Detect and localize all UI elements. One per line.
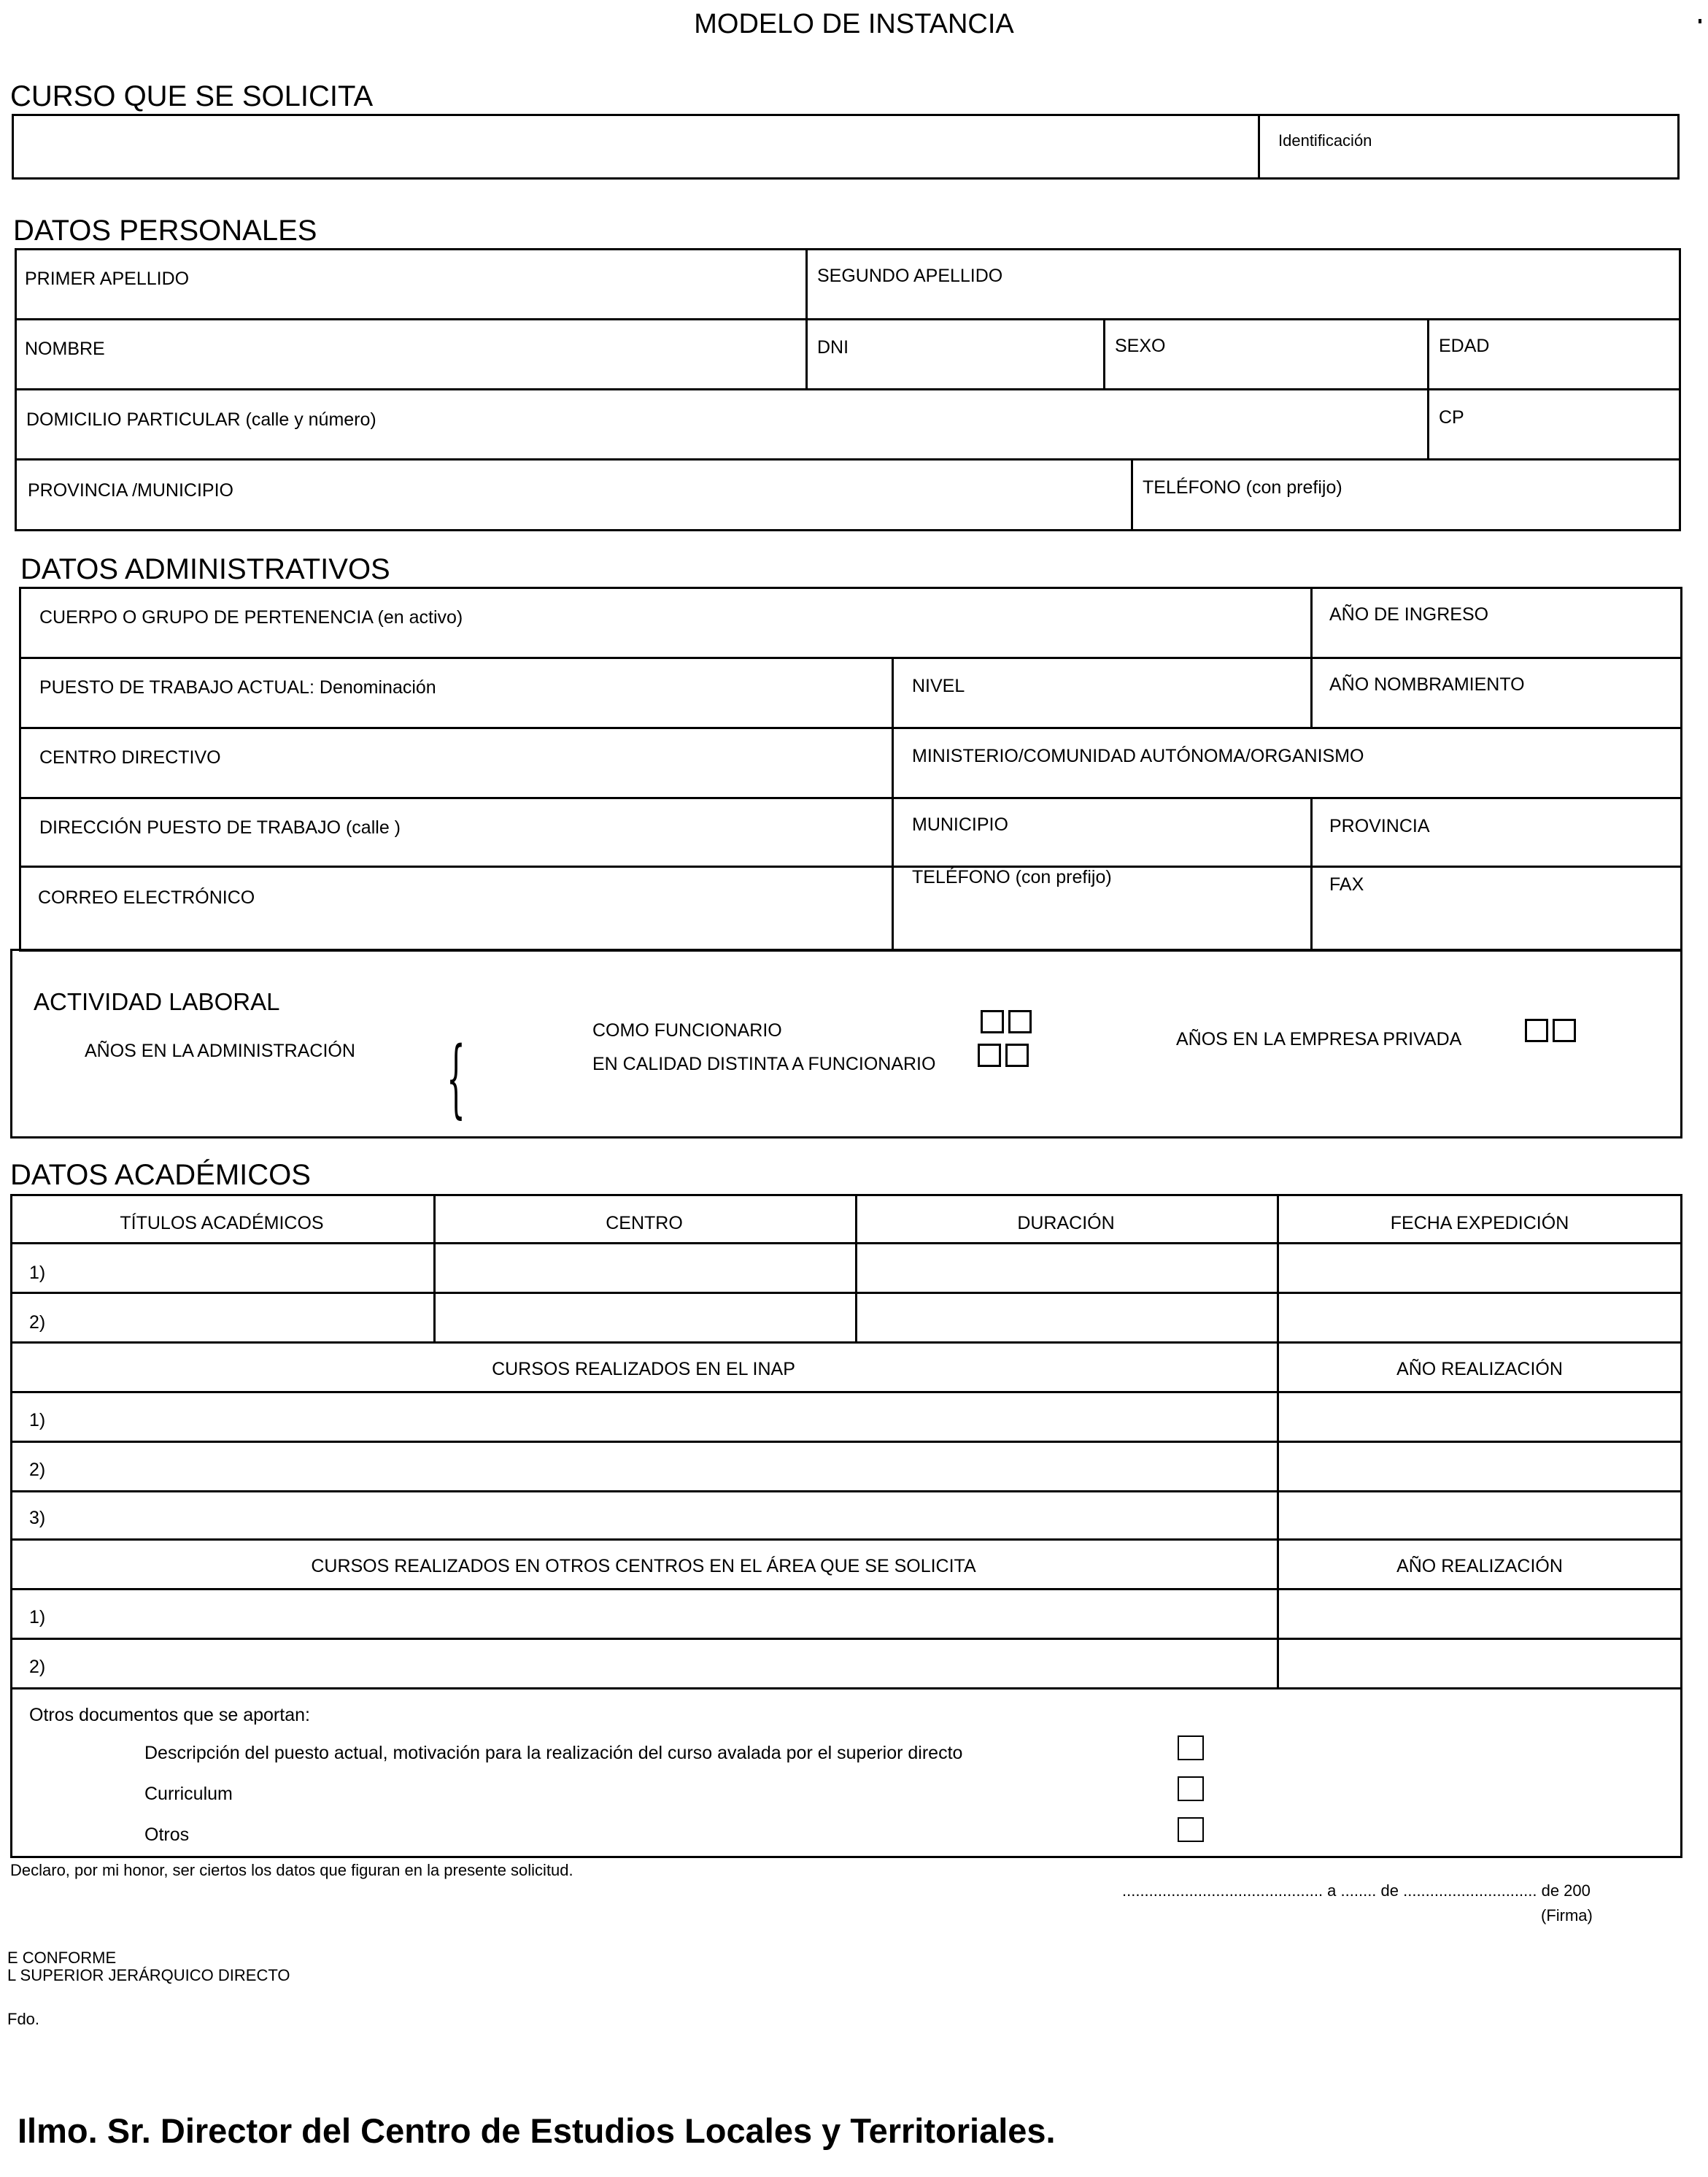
telefono-trabajo-field[interactable]: TELÉFONO (con prefijo) [912,867,1112,887]
brace-symbol: { [447,1029,465,1128]
form-title: MODELO DE INSTANCIA [694,9,1014,39]
actividad-heading: ACTIVIDAD LABORAL [34,988,280,1015]
descripcion-checkbox[interactable] [1178,1735,1204,1760]
nivel-field[interactable]: NIVEL [912,676,965,696]
section-academicos-heading: DATOS ACADÉMICOS [10,1159,311,1191]
correo-field[interactable]: CORREO ELECTRÓNICO [38,887,255,908]
privada-digit-2[interactable] [1553,1019,1576,1042]
col-fecha-header: FECHA EXPEDICIÓN [1390,1213,1569,1233]
col-centro-header: CENTRO [606,1213,683,1233]
calidad-distinta-label: EN CALIDAD DISTINTA A FUNCIONARIO [592,1054,936,1074]
fdo-label[interactable]: Fdo. [7,2010,40,2028]
inap-row-3[interactable]: 3) [29,1508,46,1528]
firma-label: (Firma) [1541,1906,1593,1924]
telefono-field[interactable]: TELÉFONO (con prefijo) [1143,477,1342,498]
direccion-field[interactable]: DIRECCIÓN PUESTO DE TRABAJO (calle ) [39,817,401,838]
primer-apellido-field[interactable]: PRIMER APELLIDO [25,269,190,289]
privada-digit-1[interactable] [1525,1019,1548,1042]
otros-ano-header: AÑO REALIZACIÓN [1396,1556,1563,1576]
documentos-heading: Otros documentos que se aportan: [29,1705,310,1725]
otros-checkbox[interactable] [1178,1817,1204,1842]
corner-mark [1699,19,1701,23]
provincia-field[interactable]: PROVINCIA [1329,816,1430,836]
empresa-privada-label: AÑOS EN LA EMPRESA PRIVADA [1176,1029,1462,1049]
otros-row-2[interactable]: 2) [29,1657,46,1677]
administrativos-table [19,587,1682,952]
cp-field[interactable]: CP [1439,407,1464,428]
inap-header: CURSOS REALIZADOS EN EL INAP [492,1359,795,1379]
municipio-field[interactable]: MUNICIPIO [912,814,1008,835]
superior-text: L SUPERIOR JERÁRQUICO DIRECTO [7,1966,290,1984]
ano-ingreso-field[interactable]: AÑO DE INGRESO [1329,604,1489,625]
section-curso-heading: CURSO QUE SE SOLICITA [10,80,374,112]
conforme-text: E CONFORME [7,1949,117,1967]
ministerio-field[interactable]: MINISTERIO/COMUNIDAD AUTÓNOMA/ORGANISMO [912,746,1364,766]
col-duracion-header: DURACIÓN [1017,1213,1115,1233]
funcionario-digit-1[interactable] [981,1010,1004,1033]
dni-field[interactable]: DNI [817,337,849,358]
distinta-digit-2[interactable] [1005,1044,1029,1067]
titulo-row-2[interactable]: 2) [29,1312,46,1333]
nombre-field[interactable]: NOMBRE [25,339,105,359]
curso-field[interactable] [12,114,1680,180]
inap-ano-header: AÑO REALIZACIÓN [1396,1359,1563,1379]
domicilio-field[interactable]: DOMICILIO PARTICULAR (calle y número) [26,409,376,430]
fecha-firma-line[interactable]: ............................................. a ........ de .............................. de 200 [1122,1881,1591,1900]
distinta-digit-1[interactable] [978,1044,1001,1067]
documento-descripcion-label: Descripción del puesto actual, motivación para la realización del curso avalada por el superior directo [144,1743,963,1763]
col-titulos-header: TÍTULOS ACADÉMICOS [120,1213,324,1233]
ano-nombramiento-field[interactable]: AÑO NOMBRAMIENTO [1329,674,1525,695]
centro-directivo-field[interactable]: CENTRO DIRECTIVO [39,747,221,768]
otros-centros-header: CURSOS REALIZADOS EN OTROS CENTROS EN EL ÁREA QUE SE SOLICITA [311,1556,976,1576]
section-personales-heading: DATOS PERSONALES [13,215,317,247]
fax-field[interactable]: FAX [1329,874,1364,895]
section-administrativos-heading: DATOS ADMINISTRATIVOS [20,553,390,585]
cuerpo-field[interactable]: CUERPO O GRUPO DE PERTENENCIA (en activo) [39,607,463,628]
inap-row-2[interactable]: 2) [29,1460,46,1480]
destinatario-text: Ilmo. Sr. Director del Centro de Estudios Locales y Territoriales. [18,2111,1056,2150]
como-funcionario-label: COMO FUNCIONARIO [592,1020,782,1041]
puesto-field[interactable]: PUESTO DE TRABAJO ACTUAL: Denominación [39,677,436,698]
segundo-apellido-field[interactable]: SEGUNDO APELLIDO [817,266,1003,286]
documento-otros-label: Otros [144,1825,190,1845]
declaracion-text: Declaro, por mi honor, ser ciertos los datos que figuran en la presente solicitud. [10,1861,573,1879]
titulo-row-1[interactable]: 1) [29,1263,46,1283]
identificacion-label: Identificación [1278,131,1372,150]
curriculum-checkbox[interactable] [1178,1776,1204,1801]
funcionario-digit-2[interactable] [1008,1010,1032,1033]
inap-row-1[interactable]: 1) [29,1410,46,1430]
edad-field[interactable]: EDAD [1439,336,1490,356]
anos-admin-label: AÑOS EN LA ADMINISTRACIÓN [85,1041,355,1061]
documento-curriculum-label: Curriculum [144,1784,233,1804]
otros-row-1[interactable]: 1) [29,1607,46,1627]
sexo-field[interactable]: SEXO [1115,336,1166,356]
provincia-municipio-field[interactable]: PROVINCIA /MUNICIPIO [28,480,233,501]
